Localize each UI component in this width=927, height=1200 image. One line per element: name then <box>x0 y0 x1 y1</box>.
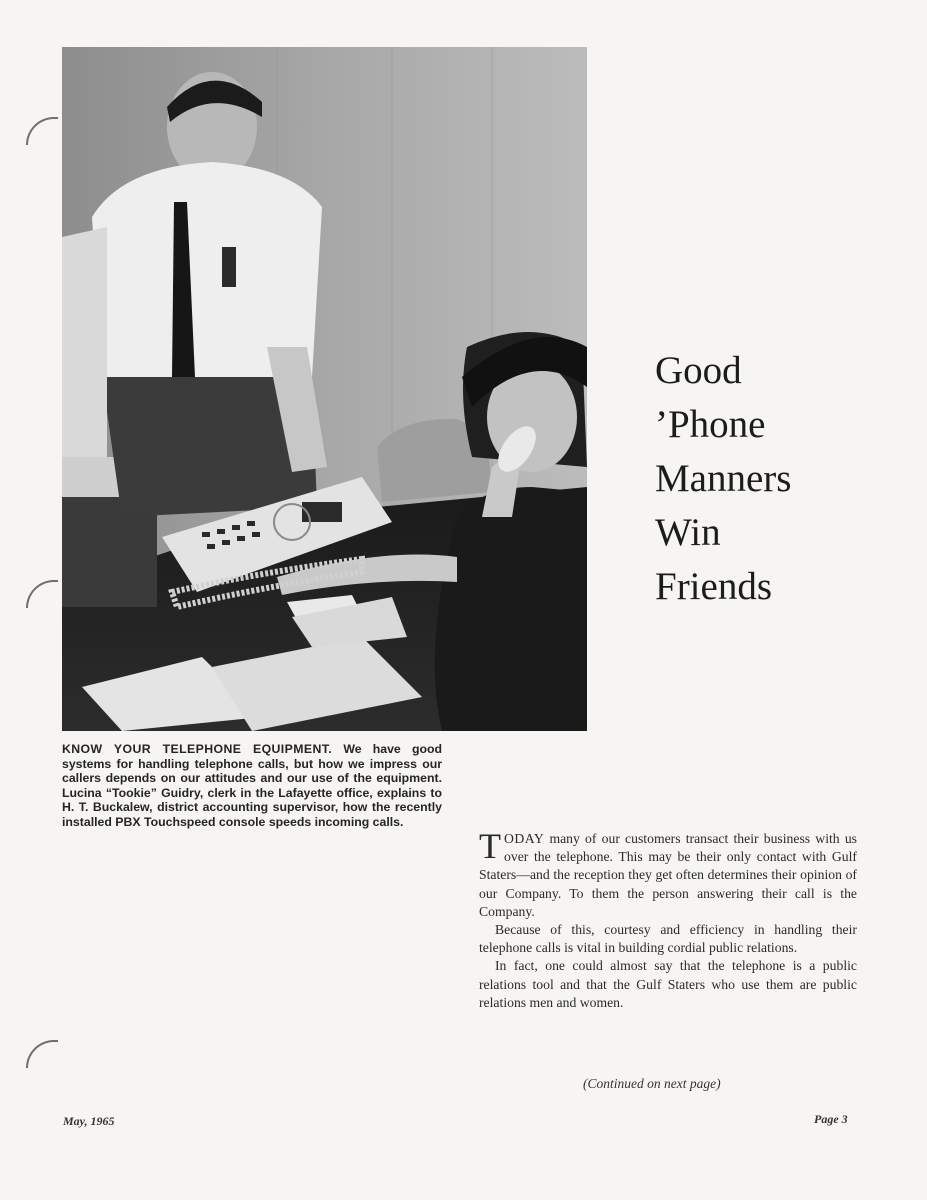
footer-page-number: Page 3 <box>814 1112 848 1126</box>
binder-hole-middle <box>26 580 58 608</box>
article-body <box>479 826 857 1012</box>
title-line-1: Good <box>655 349 742 392</box>
paragraph-1-text: many of our customers transact their business with us over the telephone. This may be their only contact with Gulf Staters—and the reception they get often determines their opinion of our Company. To them the person answering their call is the Company. <box>479 831 857 919</box>
article-title <box>655 344 791 614</box>
first-word: ODAY <box>504 831 545 846</box>
photo-caption <box>62 742 442 830</box>
body-paragraph-3: In fact, one could almost say that the telephone is a public relations tool and that the Gulf Staters who use them are public relations men and women. <box>479 958 857 1010</box>
continued-note: (Continued on next page) <box>583 1076 721 1091</box>
binder-hole-top <box>26 117 58 145</box>
title-line-5: Friends <box>655 565 772 608</box>
caption-text: We have good systems for handling telephone calls, but how we impress our callers depends on our attitudes and our use of the equipment. Lucina “Tookie” Guidry, clerk in the Lafayette office, explains to H. T. Buckalew, district accounting supervisor, how the recently installed PBX Touchspeed console speeds incoming calls. <box>62 742 442 829</box>
title-line-2: ’Phone <box>655 403 766 446</box>
binder-hole-bottom <box>26 1040 58 1068</box>
office-photo <box>62 47 587 731</box>
caption-lead: KNOW YOUR TELEPHONE EQUIPMENT. <box>62 742 333 756</box>
body-paragraph-2: Because of this, courtesy and efficiency in handling their telephone calls is vital in building cordial public relations. <box>479 922 857 956</box>
footer-date: May, 1965 <box>63 1114 115 1128</box>
body-paragraph-1 <box>479 826 857 921</box>
drop-cap: T <box>479 826 501 866</box>
title-line-4: Win <box>655 511 721 554</box>
title-line-3: Manners <box>655 457 792 500</box>
